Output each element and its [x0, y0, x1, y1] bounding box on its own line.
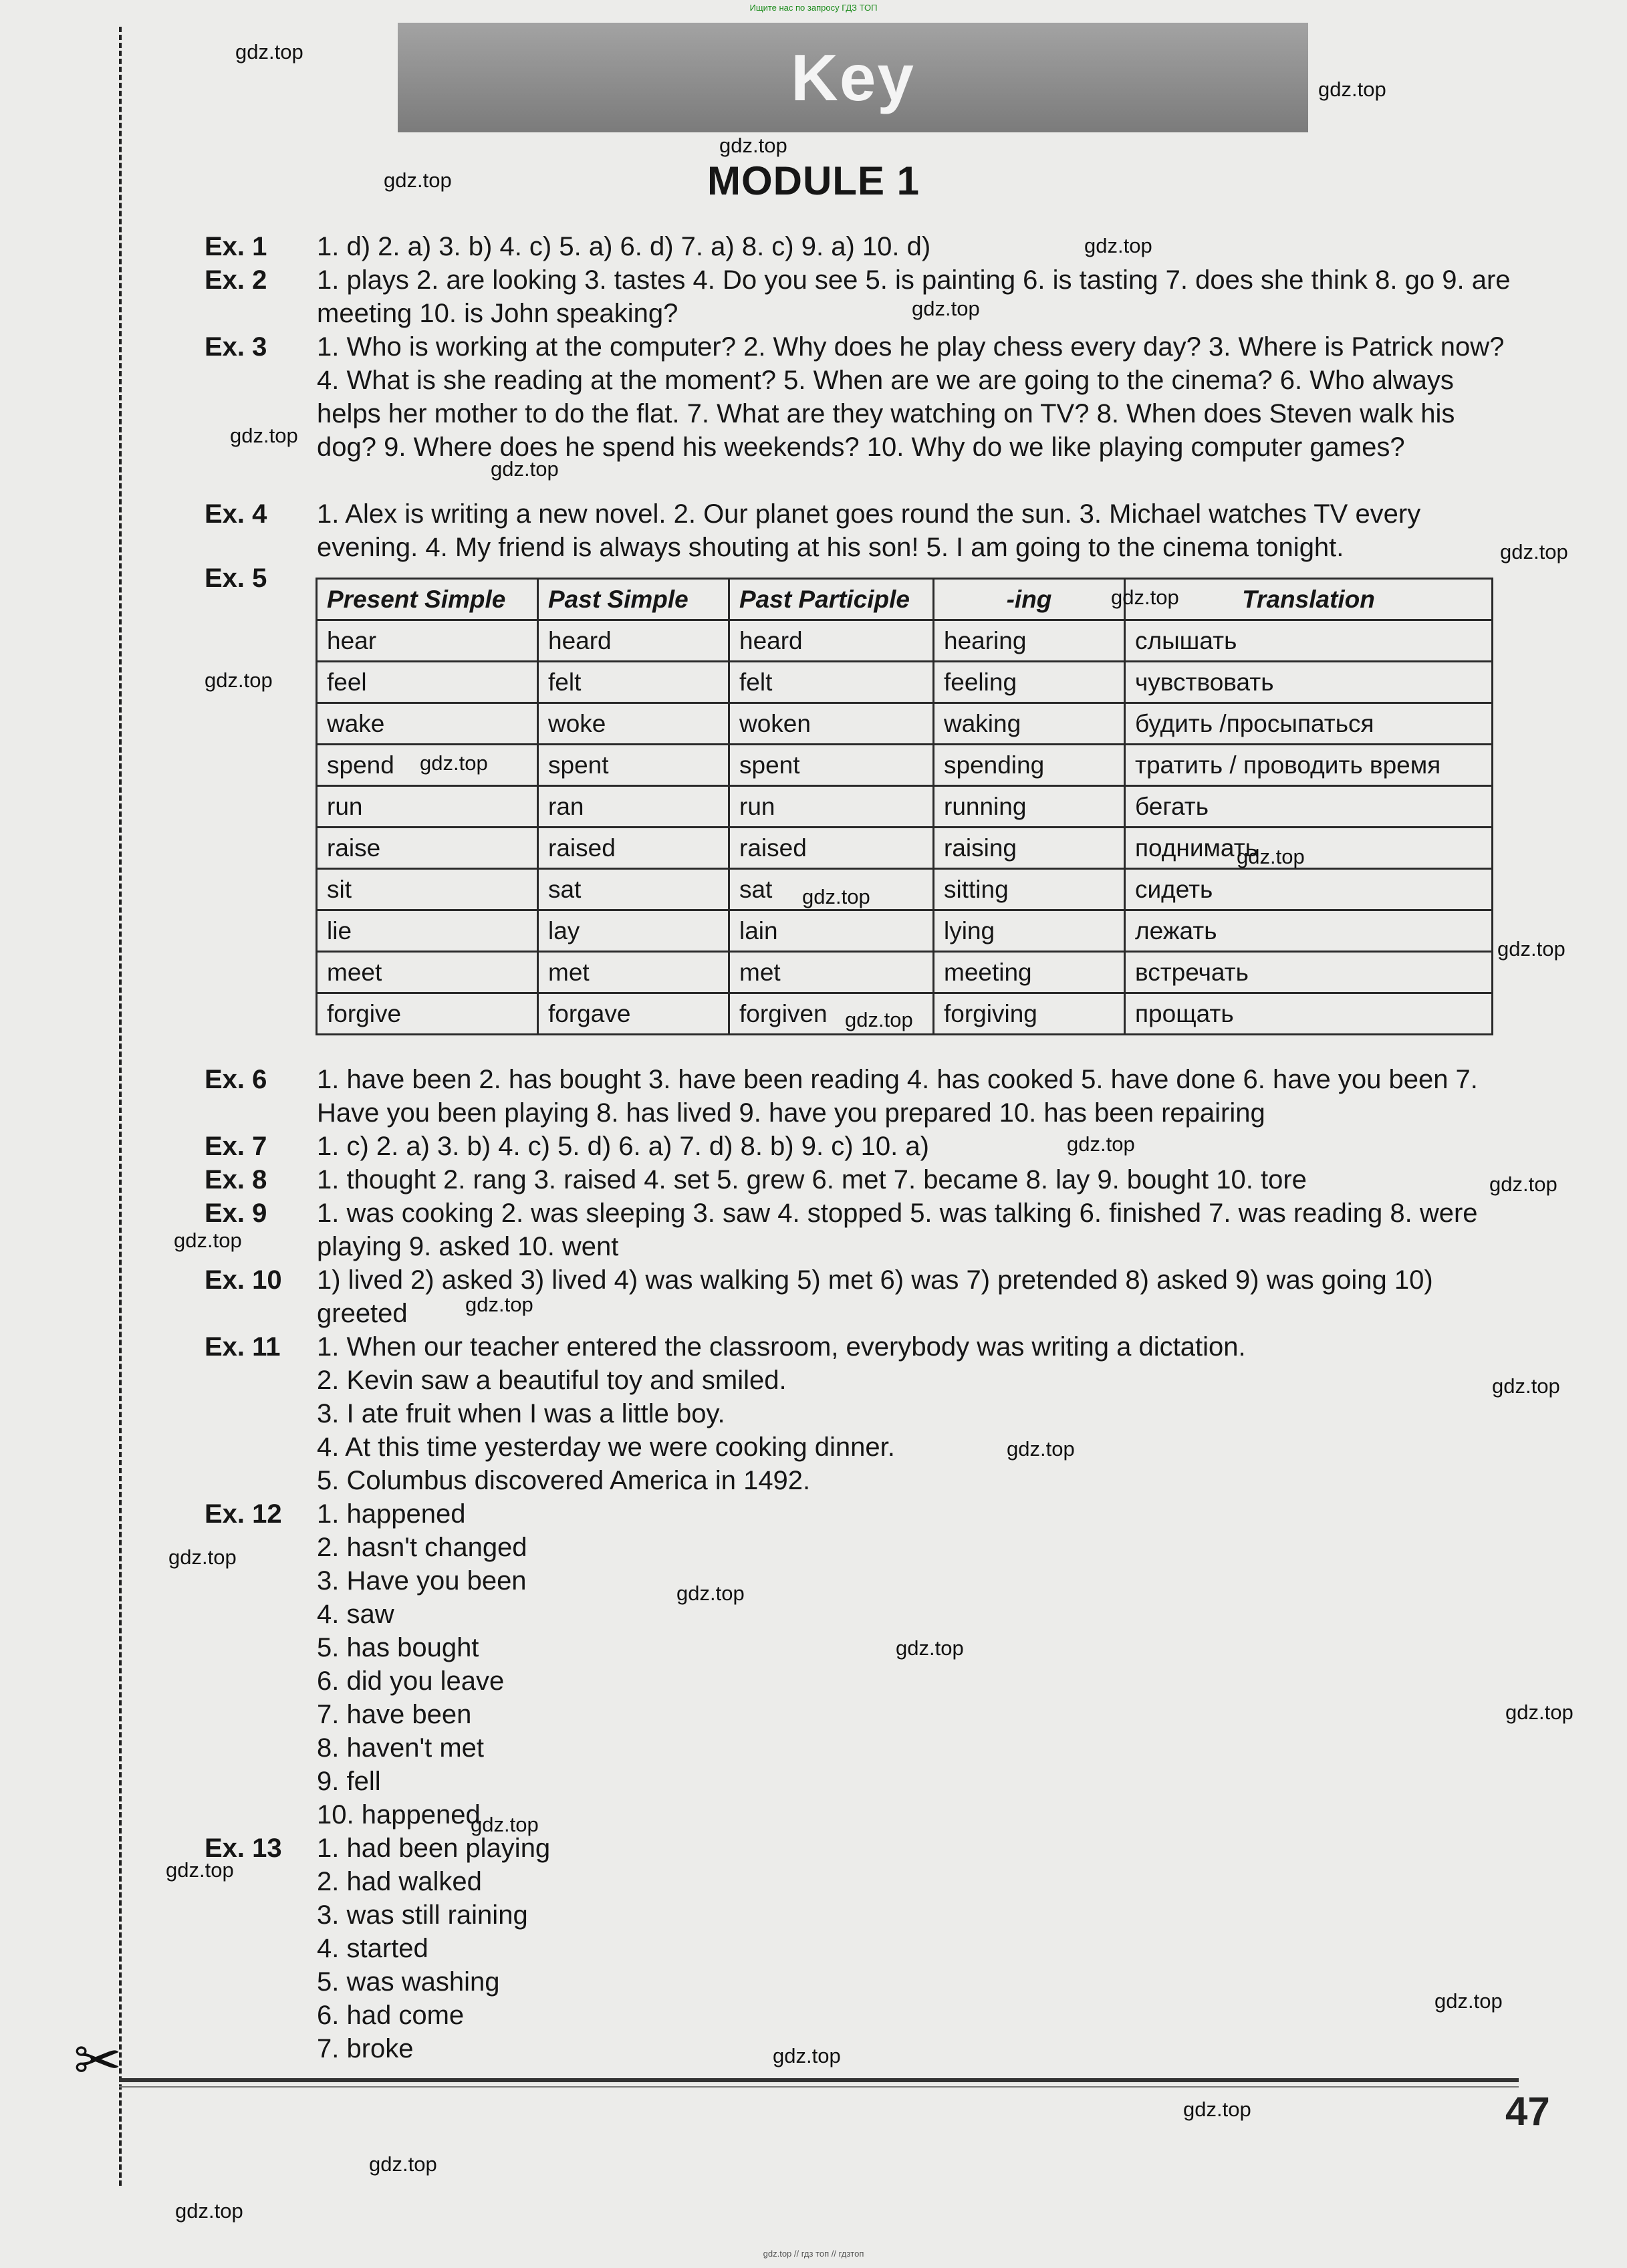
table-cell: spent	[538, 745, 729, 786]
bottom-note: gdz.top // гдз топ // гдзтоп	[763, 2249, 864, 2259]
watermark: gdz.top	[1500, 540, 1568, 563]
watermark: gdz.top	[773, 2044, 841, 2067]
table-cell: лежать	[1125, 910, 1493, 952]
list-item: 6. had come	[317, 2001, 465, 2030]
table-cell: felt	[538, 662, 729, 703]
watermark: gdz.top	[166, 1858, 234, 1882]
table-cell: feel	[317, 662, 538, 703]
table-cell: spending	[934, 745, 1125, 786]
watermark: gdz.top	[465, 1293, 533, 1316]
table-row	[317, 952, 1493, 993]
ex-answer: 1. d) 2. a) 3. b) 4. c) 5. a) 6. d) 7. a) 8. c) 9. a) 10. d)	[317, 232, 931, 261]
table-cell: run	[317, 786, 538, 828]
watermark: gdz.top	[1067, 1132, 1135, 1156]
table-cell: sitting	[934, 869, 1125, 910]
list-item: 3. Have you been	[317, 1566, 527, 1596]
watermark: gdz.top	[369, 2152, 437, 2176]
table-cell: hear	[317, 620, 538, 662]
watermark: gdz.top	[471, 1813, 539, 1836]
ex-answer: 1) lived 2) asked 3) lived 4) was walking 5) met 6) was 7) pretended 8) asked 9) was going 10) greeted	[317, 1265, 1433, 1328]
list-item: 1. happened	[317, 1499, 466, 1529]
ex-answer: 1. plays 2. are looking 3. tastes 4. Do you see 5. is painting 6. is tasting 7. does she think 8. go 9. are meeting 10. is John speaking?	[317, 265, 1511, 328]
watermark: gdz.top	[1007, 1437, 1075, 1461]
watermark: gdz.top	[235, 40, 303, 64]
watermark: gdz.top	[896, 1636, 964, 1660]
list-item: 10. happened	[317, 1800, 481, 1830]
table-cell: raising	[934, 828, 1125, 869]
watermark: gdz.top	[1497, 937, 1566, 961]
table-cell: waking	[934, 703, 1125, 745]
ex-label: Ex. 7	[205, 1132, 267, 1161]
verb-forms-table	[316, 578, 1493, 1035]
table-cell: sat	[538, 869, 729, 910]
table-row	[317, 869, 1493, 910]
ex-answer-list	[317, 1330, 1246, 1497]
table-cell: run	[729, 786, 934, 828]
table-cell: lain	[729, 910, 934, 952]
table-row	[317, 828, 1493, 869]
table-cell: wake	[317, 703, 538, 745]
list-item: 5. has bought	[317, 1633, 479, 1662]
column-header: Present Simple	[317, 579, 538, 620]
table-cell: forgave	[538, 993, 729, 1035]
list-item: 2. had walked	[317, 1867, 482, 1896]
table-cell: raised	[729, 828, 934, 869]
list-item: 1. had been playing	[317, 1834, 551, 1863]
ex-answer: 1. Alex is writing a new novel. 2. Our planet goes round the sun. 3. Michael watches TV every evening. 4. My friend is always shouting at his son! 5. I am going to the cinema tonight.	[317, 499, 1421, 562]
ex-answer-list	[317, 1497, 527, 1832]
table-header-row	[317, 579, 1493, 620]
list-item: 3. was still raining	[317, 1900, 528, 1930]
table-cell: будить /просыпаться	[1125, 703, 1493, 745]
module-title: MODULE 1	[707, 158, 920, 203]
watermark: gdz.top	[912, 297, 980, 320]
watermark: gdz.top	[175, 2199, 243, 2223]
bottom-rule	[119, 2086, 1519, 2088]
table-cell: чувствовать	[1125, 662, 1493, 703]
watermark: gdz.top	[1505, 1700, 1574, 1724]
watermark: gdz.top	[205, 668, 273, 692]
watermark: gdz.top	[802, 885, 870, 908]
table-cell: слышать	[1125, 620, 1493, 662]
watermark: gdz.top	[1434, 1989, 1503, 2013]
ex-label: Ex. 8	[205, 1165, 267, 1194]
watermark: gdz.top	[1492, 1374, 1560, 1398]
table-cell: running	[934, 786, 1125, 828]
watermark: gdz.top	[168, 1545, 237, 1569]
table-cell: spent	[729, 745, 934, 786]
watermark: gdz.top	[174, 1229, 242, 1252]
watermark: gdz.top	[1318, 78, 1386, 101]
list-item: 7. broke	[317, 2034, 414, 2063]
table-cell: sit	[317, 869, 538, 910]
ex-answer: 1. have been 2. has bought 3. have been reading 4. has cooked 5. have done 6. have you been 7. Have you been playing 8. has lived 9. have you prepared 10. has been repairing	[317, 1065, 1478, 1128]
table-cell: forgiving	[934, 993, 1125, 1035]
table-cell: сидеть	[1125, 869, 1493, 910]
table-row	[317, 910, 1493, 952]
ex-label: Ex. 1	[205, 232, 267, 261]
table-row	[317, 703, 1493, 745]
list-item: 9. fell	[317, 1767, 381, 1796]
watermark: gdz.top	[845, 1008, 913, 1031]
table-cell: meet	[317, 952, 538, 993]
ex-label: Ex. 4	[205, 499, 267, 529]
table-cell: lay	[538, 910, 729, 952]
ex-label: Ex. 10	[205, 1265, 282, 1295]
table-cell: raise	[317, 828, 538, 869]
list-item: 4. At this time yesterday we were cooking dinner.	[317, 1432, 895, 1462]
table-row	[317, 620, 1493, 662]
ex-answer: 1. c) 2. a) 3. b) 4. c) 5. d) 6. a) 7. d) 8. b) 9. c) 10. a)	[317, 1132, 929, 1161]
ex-label: Ex. 9	[205, 1199, 267, 1228]
table-cell: forgive	[317, 993, 538, 1035]
table-row	[317, 745, 1493, 786]
table-cell: forgiven	[729, 993, 934, 1035]
table-cell: поднимать	[1125, 828, 1493, 869]
bottom-rule	[119, 2078, 1519, 2082]
table-cell: raised	[538, 828, 729, 869]
table-cell: тратить / проводить время	[1125, 745, 1493, 786]
column-header: Translation	[1125, 579, 1493, 620]
table-cell: lying	[934, 910, 1125, 952]
table-cell: meeting	[934, 952, 1125, 993]
list-item: 4. saw	[317, 1600, 394, 1629]
table-cell: woke	[538, 703, 729, 745]
ex-label: Ex. 13	[205, 1834, 282, 1863]
list-item: 6. did you leave	[317, 1666, 505, 1696]
column-header: Past Participle	[729, 579, 934, 620]
list-item: 4. started	[317, 1934, 428, 1963]
ex-label: Ex. 5	[205, 563, 267, 593]
table-cell: прощать	[1125, 993, 1493, 1035]
table-cell: met	[538, 952, 729, 993]
list-item: 2. hasn't changed	[317, 1533, 527, 1562]
ex-label: Ex. 12	[205, 1499, 282, 1529]
table-cell: встречать	[1125, 952, 1493, 993]
table-cell: ran	[538, 786, 729, 828]
top-note: Ищите нас по запросу ГДЗ ТОП	[749, 3, 878, 13]
list-item: 8. haven't met	[317, 1733, 484, 1763]
table-row	[317, 786, 1493, 828]
watermark: gdz.top	[1489, 1172, 1557, 1196]
watermark: gdz.top	[719, 134, 787, 157]
watermark: gdz.top	[491, 457, 559, 481]
cut-line	[119, 27, 122, 2186]
table-cell: woken	[729, 703, 934, 745]
watermark: gdz.top	[1183, 2098, 1251, 2121]
table-cell: sat	[729, 869, 934, 910]
ex-answer: 1. thought 2. rang 3. raised 4. set 5. grew 6. met 7. became 8. lay 9. bought 10. tore	[317, 1165, 1307, 1194]
list-item: 1. When our teacher entered the classroom, everybody was writing a dictation.	[317, 1332, 1246, 1362]
list-item: 3. I ate fruit when I was a little boy.	[317, 1399, 725, 1428]
watermark: gdz.top	[420, 751, 488, 775]
watermark: gdz.top	[1237, 845, 1305, 868]
watermark: gdz.top	[1084, 234, 1152, 257]
watermark: gdz.top	[384, 168, 452, 192]
list-item: 5. was washing	[317, 1967, 500, 1997]
key-banner: Key	[398, 23, 1308, 132]
table-cell: felt	[729, 662, 934, 703]
column-header: Past Simple	[538, 579, 729, 620]
list-item: 7. have been	[317, 1700, 472, 1729]
table-cell: spend	[317, 745, 538, 786]
table-cell: met	[729, 952, 934, 993]
table-cell: heard	[538, 620, 729, 662]
table-cell: lie	[317, 910, 538, 952]
watermark: gdz.top	[230, 424, 298, 447]
table-cell: heard	[729, 620, 934, 662]
ex-label: Ex. 3	[205, 332, 267, 362]
list-item: 5. Columbus discovered America in 1492.	[317, 1466, 811, 1495]
ex-label: Ex. 11	[205, 1332, 281, 1362]
table-cell: feeling	[934, 662, 1125, 703]
ex-label: Ex. 2	[205, 265, 267, 295]
column-header: -ing	[934, 579, 1125, 620]
ex-answer: 1. was cooking 2. was sleeping 3. saw 4. stopped 5. was talking 6. finished 7. was reading 8. were playing 9. asked 10. went	[317, 1199, 1478, 1261]
table-row	[317, 662, 1493, 703]
page-number: 47	[1505, 2089, 1550, 2134]
scissors-icon: ✂	[74, 2029, 122, 2093]
ex-label: Ex. 6	[205, 1065, 267, 1094]
watermark: gdz.top	[1111, 586, 1179, 609]
table-cell: бегать	[1125, 786, 1493, 828]
ex-answer-list	[317, 1832, 550, 2065]
ex-answer: 1. Who is working at the computer? 2. Why does he play chess every day? 3. Where is Patrick now? 4. What is she reading at the moment? 5. When are we are going to the cinema? 6. Who always helps her mother to do the flat. 7. What are they watching on TV? 8. When does Steven walk his dog? 9. Where does he spend his weekends? 10. Why do we like playing computer games?	[317, 332, 1505, 462]
watermark: gdz.top	[676, 1582, 745, 1605]
list-item: 2. Kevin saw a beautiful toy and smiled.	[317, 1366, 787, 1395]
table-cell: hearing	[934, 620, 1125, 662]
